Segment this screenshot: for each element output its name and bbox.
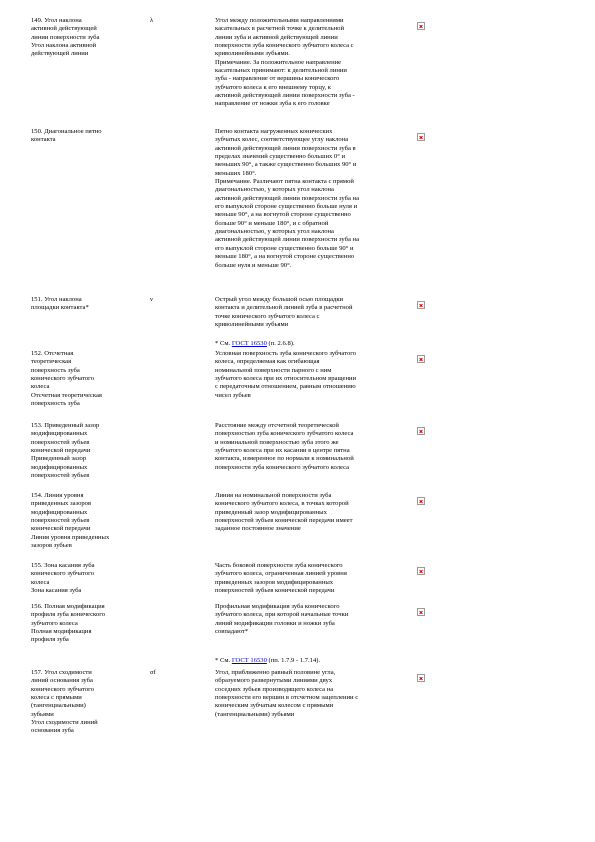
term-name-line: конического зубчатого xyxy=(31,375,94,383)
term-name xyxy=(31,422,149,480)
term-name-line: модифицированных xyxy=(31,463,88,471)
term-name-line: площадки контакта* xyxy=(31,304,89,312)
term-symbol: ν xyxy=(150,296,153,303)
term-name-line: модифицированных xyxy=(31,508,88,516)
term-definition-line: поверхностей зубьев конической передачи xyxy=(215,587,335,595)
term-name-line: Отсчетная теоретическая xyxy=(31,391,102,399)
term-name xyxy=(31,350,149,408)
term-definition-line: образуемого развернутыми линиями двух xyxy=(215,677,333,685)
term-definition-line: Условная поверхность зуба конического зубчатого xyxy=(215,350,357,357)
term-definition-line: заданное постоянное значение xyxy=(215,525,301,533)
term-definition-line: меньше 180°, а на вогнутой стороне существенно xyxy=(215,253,355,261)
standard-link[interactable]: ГОСТ 16530 xyxy=(231,657,267,664)
term-name-line: поверхность зуба xyxy=(31,400,80,408)
term-name-line: активной действующей xyxy=(31,25,97,33)
term-definition-line: поверхностей зубьев конической передачи имеет xyxy=(215,517,353,525)
term-name-line: 149. Угол наклона xyxy=(31,17,82,24)
term-definition xyxy=(215,669,415,719)
footnote-prefix: * См. xyxy=(215,657,232,664)
term-name-line: Угол наклона активной xyxy=(31,42,97,50)
broken-image-icon xyxy=(417,301,425,309)
term-definition-line: линий модификации головки и ножки зуба xyxy=(215,619,335,627)
term-name-line: 156. Полная модификация xyxy=(31,603,105,610)
term-definition-line: диагональностью, у которых угол наклона xyxy=(215,228,334,236)
footnote-prefix: * См. xyxy=(215,340,232,347)
term-definition xyxy=(215,350,415,400)
term-definition-line: меньших 90°, а также существенно больших 90° и xyxy=(215,161,357,169)
footnote xyxy=(215,340,295,348)
term-name xyxy=(31,562,149,595)
term-definition-line: направление от ножки зуба к его головке xyxy=(215,100,330,108)
broken-image-icon xyxy=(417,427,425,435)
term-definition xyxy=(215,296,415,329)
term-name xyxy=(31,296,149,313)
term-name xyxy=(31,669,149,736)
term-definition xyxy=(215,128,415,270)
term-definition-line: номинальной поверхности парного с ним xyxy=(215,366,332,374)
term-definition-line: меньших 180°. xyxy=(215,169,257,177)
term-name-line: Приведенный зазор xyxy=(31,455,87,463)
term-name-line: 155. Зона касания зуба xyxy=(31,562,95,569)
term-definition-line: контакта и делительной линией зуба в расчетной xyxy=(215,304,353,312)
term-name-line: зубчатого колеса xyxy=(31,619,78,627)
term-name-line: теоретическая xyxy=(31,358,72,366)
term-name-line: зазоров зубьев xyxy=(31,542,72,550)
term-definition-line: касательных принимают: к делительной линии xyxy=(215,67,347,75)
term-name-line: контакта xyxy=(31,136,56,144)
term-name-line: 154. Линия уровня xyxy=(31,492,84,499)
term-name-line: профиля зуба конического xyxy=(31,611,106,619)
term-name-line: колеса с прямыми xyxy=(31,694,82,702)
broken-image-icon xyxy=(417,674,425,682)
term-name-line: линии поверхности зуба xyxy=(31,33,100,41)
term-definition-line: поверхности зуба конического зубчатого колеса с xyxy=(215,42,354,50)
term-name-line: поверхность зуба xyxy=(31,366,80,374)
term-definition-line: поверхности его вершин в отсчетном зацеплении с xyxy=(215,694,359,702)
broken-image-icon xyxy=(417,497,425,505)
term-definition-line: и номинальной поверхностью зуба этого же xyxy=(215,438,339,446)
broken-image-icon xyxy=(417,355,425,363)
term-definition-line: пределах значений существенно больших 0° и xyxy=(215,153,346,161)
term-definition-line: поверхностью зуба конического зубчатого колеса xyxy=(215,430,354,438)
term-definition-line: зубчатого колеса при их относительном вращении xyxy=(215,375,357,383)
term-definition-line: его выпуклой стороне существенно больше нуля и xyxy=(215,203,358,211)
term-definition xyxy=(215,422,415,472)
term-definition-line: зубчатого колеса, при которой начальные точки xyxy=(215,611,349,619)
term-name-line: профиля зуба xyxy=(31,636,69,644)
term-definition-line: конического зубчатого колеса, в точках которой xyxy=(215,500,349,508)
term-definition-line: зубчатого колеса, ограниченная линией уровня xyxy=(215,570,347,578)
term-definition-line: Расстояние между отсчетной теоретической xyxy=(215,422,339,429)
term-definition-line: совпадают* xyxy=(215,628,249,636)
term-definition xyxy=(215,492,415,534)
term-name-line: приведенных зазоров xyxy=(31,500,92,508)
term-definition-line: чисел зубьев xyxy=(215,391,251,399)
term-name xyxy=(31,17,149,59)
term-definition xyxy=(215,562,415,595)
term-name xyxy=(31,603,149,645)
term-name-line: основания зуба xyxy=(31,727,74,735)
term-definition-line: Острый угол между большой осью площадки xyxy=(215,296,344,303)
term-definition-line: колеса, определяемая как огибающая xyxy=(215,358,320,366)
term-definition-line: криволинейными зубьями. xyxy=(215,50,290,58)
term-definition-line: Часть боковой поверхности зуба конического xyxy=(215,562,343,569)
term-definition-line: Профильная модификация зуба конического xyxy=(215,603,340,610)
term-definition-line: Угол, приближенно равный половине угла, xyxy=(215,669,336,676)
term-definition-line: линии зуба и активной действующей линии xyxy=(215,33,338,41)
term-name-line: 152. Отсчетная xyxy=(31,350,74,357)
term-name-line: (тангенциальными) xyxy=(31,702,86,710)
term-definition-line: контакта, измеренное по нормали к номинальной xyxy=(215,455,354,463)
term-definition-line: касательных в расчетной точке к делительной xyxy=(215,25,344,33)
term-name-line: колеса xyxy=(31,578,50,586)
term-definition-line: коническим зубчатым колесом с прямыми xyxy=(215,702,334,710)
broken-image-icon xyxy=(417,133,425,141)
term-definition-line: Примечание. За положительное направление xyxy=(215,58,342,66)
term-name-line: конического зубчатого xyxy=(31,570,94,578)
term-name-line: конической передачи xyxy=(31,525,91,533)
term-name-line: Линия уровня приведенных xyxy=(31,533,110,541)
term-name-line: поверхностей зубьев xyxy=(31,517,90,525)
term-definition-line: Примечание. Различают пятна контакта с прямой xyxy=(215,178,354,186)
term-definition-line: Угол между положительными направлениями xyxy=(215,17,344,24)
term-definition-line: больше нуля и меньше 90°. xyxy=(215,261,292,269)
term-definition-line: диагональностью, у которых угол наклона xyxy=(215,186,334,194)
term-name-line: Угол сходимости линий xyxy=(31,719,98,727)
term-definition-line: криволинейными зубьями xyxy=(215,321,289,329)
footnote-suffix: (пп. 1.7.9 - 1.7.14). xyxy=(266,657,321,664)
term-definition-line: точке конического зубчатого колеса с xyxy=(215,312,320,320)
term-definition-line: активной действующей линии поверхности зуба - xyxy=(215,92,355,100)
term-definition-line: (тангенциальными) зубьями xyxy=(215,710,295,718)
term-name-line: действующей линии xyxy=(31,50,89,58)
term-definition-line: меньше 90°, а на вогнутой стороне существенно xyxy=(215,211,351,219)
term-definition-line: его выпуклой стороне существенно больше 90° и xyxy=(215,244,354,252)
broken-image-icon xyxy=(417,567,425,575)
term-symbol: σf xyxy=(150,669,156,676)
term-definition-line: активной действующей линии поверхности зуба в xyxy=(215,144,356,152)
broken-image-icon xyxy=(417,22,425,30)
term-definition-line: зубчатого колеса к его внешнему торцу, к xyxy=(215,83,332,91)
term-name-line: 150. Диагональное пятно xyxy=(31,128,102,135)
term-name-line: линий основания зуба xyxy=(31,677,93,685)
term-name-line: колеса xyxy=(31,383,50,391)
term-definition-line: больше 90° и меньше 180°, и с обратной xyxy=(215,219,329,227)
term-name-line: конической передачи xyxy=(31,447,91,455)
term-name xyxy=(31,492,149,550)
footnote-suffix: (п. 2.6.8). xyxy=(266,340,295,347)
term-name-line: конического зубчатого xyxy=(31,685,94,693)
term-definition-line: приведенных зазоров модифицированных xyxy=(215,578,334,586)
term-definition xyxy=(215,603,415,636)
term-definition-line: зуба - направление от вершины конического xyxy=(215,75,340,83)
term-name-line: модифицированных xyxy=(31,430,88,438)
term-name-line: поверхностей зубьев xyxy=(31,438,90,446)
term-definition-line: поверхности зуба конического зубчатого колеса xyxy=(215,463,350,471)
term-definition-line: активной действующей линии поверхности зуба на xyxy=(215,194,359,202)
broken-image-icon xyxy=(417,608,425,616)
term-name-line: 151. Угол наклона xyxy=(31,296,82,303)
term-symbol: λ xyxy=(150,17,154,24)
term-definition-line: с передаточным отношением, равным отношению xyxy=(215,383,356,391)
term-definition-line: соседних зубьев производящего колеса на xyxy=(215,685,334,693)
term-name-line: поверхностей зубьев xyxy=(31,472,90,480)
term-name-line: Зона касания зуба xyxy=(31,587,82,595)
standard-link[interactable]: ГОСТ 16530 xyxy=(231,340,267,347)
term-definition-line: активной действующей линии поверхности зуба на xyxy=(215,236,359,244)
term-definition-line: Пятно контакта нагруженных конических xyxy=(215,128,333,135)
term-name-line: Полная модификация xyxy=(31,628,92,636)
term-definition-line: зубчатых колес, соответствующее углу наклона xyxy=(215,136,349,144)
footnote xyxy=(215,657,320,665)
term-name-line: зубьями xyxy=(31,710,54,718)
term-definition-line: приведенный зазор модифицированных xyxy=(215,508,327,516)
term-name xyxy=(31,128,149,145)
term-definition xyxy=(215,17,415,109)
term-name-line: 153. Приведенный зазор xyxy=(31,422,100,429)
term-definition-line: зубчатого колеса при их касании в центре пятна xyxy=(215,447,350,455)
term-name-line: 157. Угол сходимости xyxy=(31,669,92,676)
term-definition-line: Линия на номинальной поверхности зуба xyxy=(215,492,332,499)
